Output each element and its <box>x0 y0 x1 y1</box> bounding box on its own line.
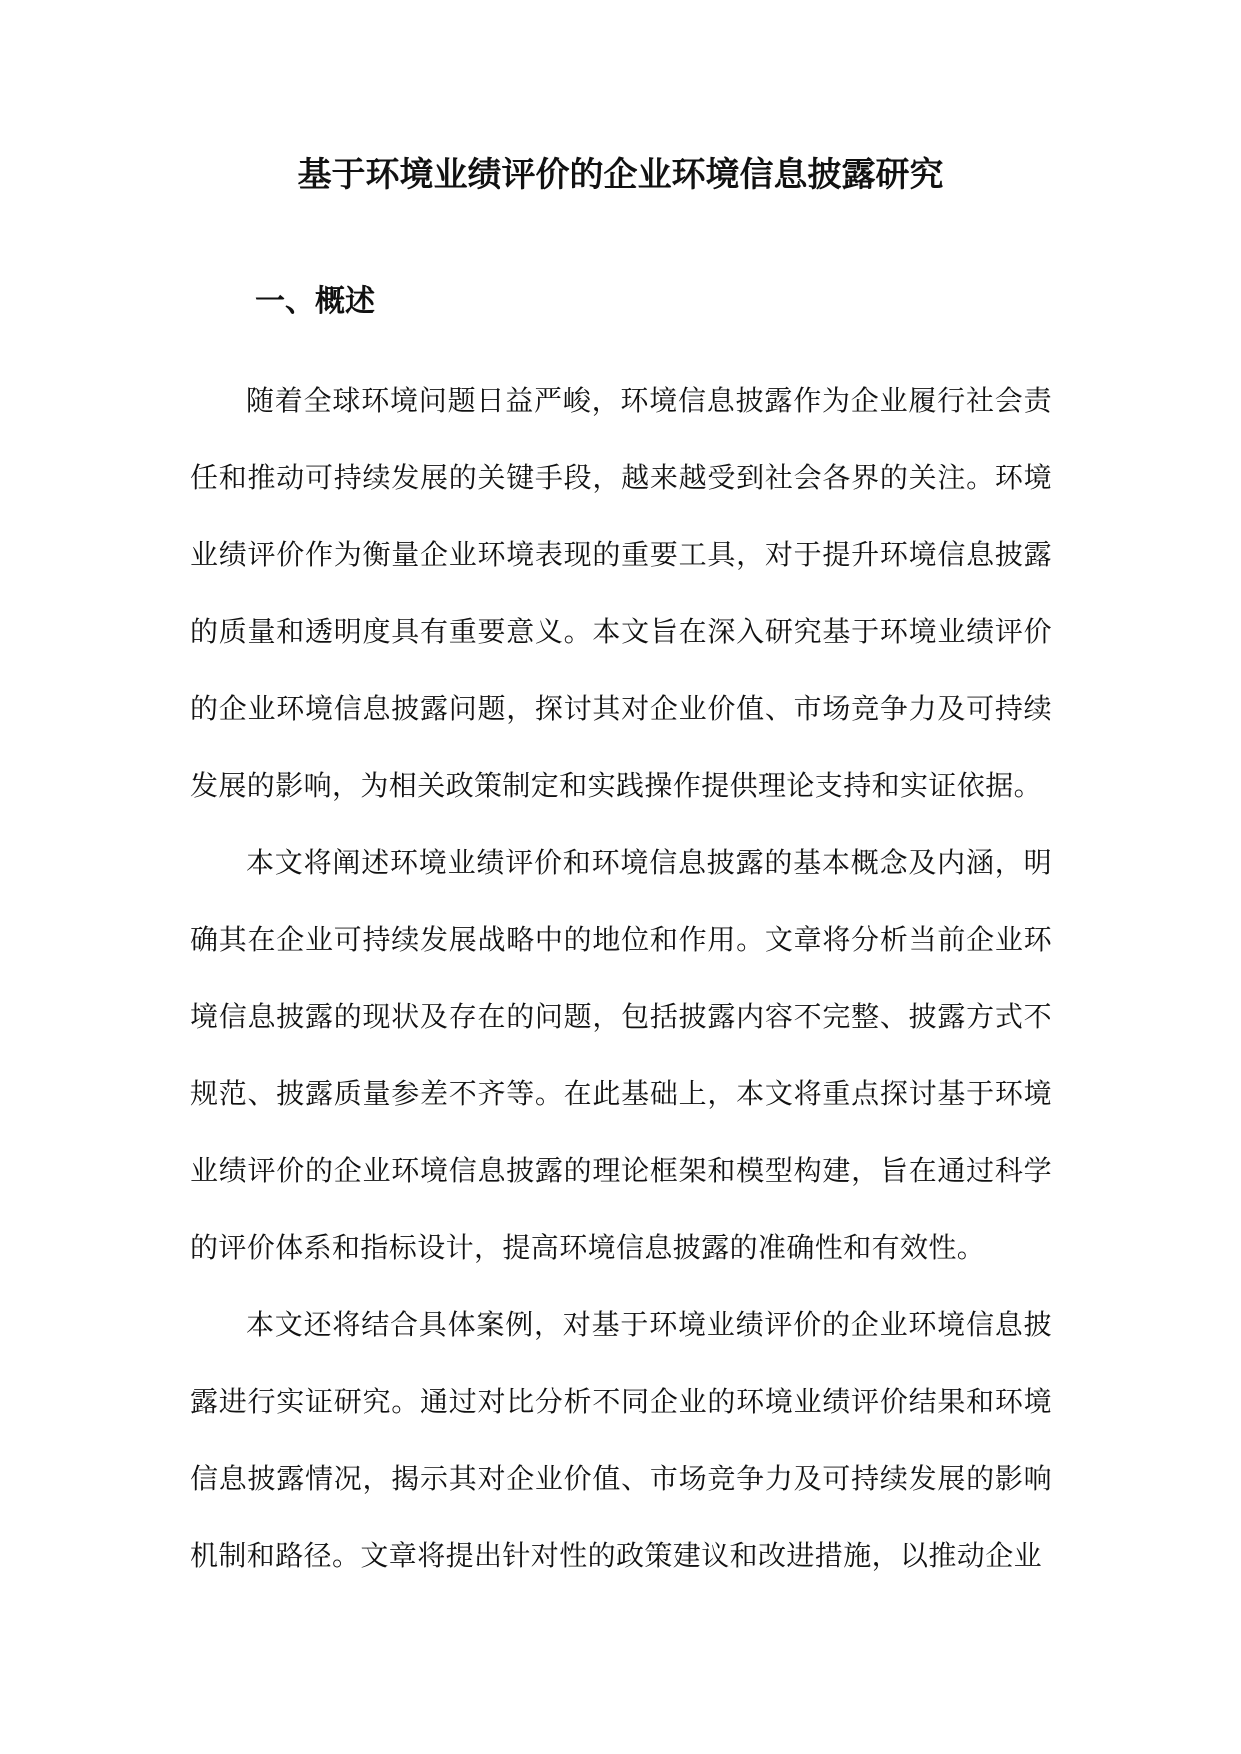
paragraph-2: 本文将阐述环境业绩评价和环境信息披露的基本概念及内涵，明确其在企业可持续发展战略中的地位和作用。文章将分析当前企业环境信息披露的现状及存在的问题，包括披露内容不完整、披露方式不规范、披露质量参差不齐等。在此基础上，本文将重点探讨基于环境业绩评价的企业环境信息披露的理论框架和模型构建，旨在通过科学的评价体系和指标设计，提高环境信息披露的准确性和有效性。 <box>190 846 1052 1264</box>
document-body <box>190 362 1052 1594</box>
paragraph-1: 随着全球环境问题日益严峻，环境信息披露作为企业履行社会责任和推动可持续发展的关键手段，越来越受到社会各界的关注。环境业绩评价作为衡量企业环境表现的重要工具，对于提升环境信息披露的质量和透明度具有重要意义。本文旨在深入研究基于环境业绩评价的企业环境信息披露问题，探讨其对企业价值、市场竞争力及可持续发展的影响，为相关政策制定和实践操作提供理论支持和实证依据。 <box>190 384 1052 802</box>
paragraph-3: 本文还将结合具体案例，对基于环境业绩评价的企业环境信息披露进行实证研究。通过对比分析不同企业的环境业绩评价结果和环境信息披露情况，揭示其对企业价值、市场竞争力及可持续发展的影响机制和路径。文章将提出针对性的政策建议和改进措施，以推动企业 <box>190 1308 1052 1572</box>
document-title: 基于环境业绩评价的企业环境信息披露研究 <box>297 155 944 195</box>
section-heading: 一、概述 <box>255 284 375 319</box>
